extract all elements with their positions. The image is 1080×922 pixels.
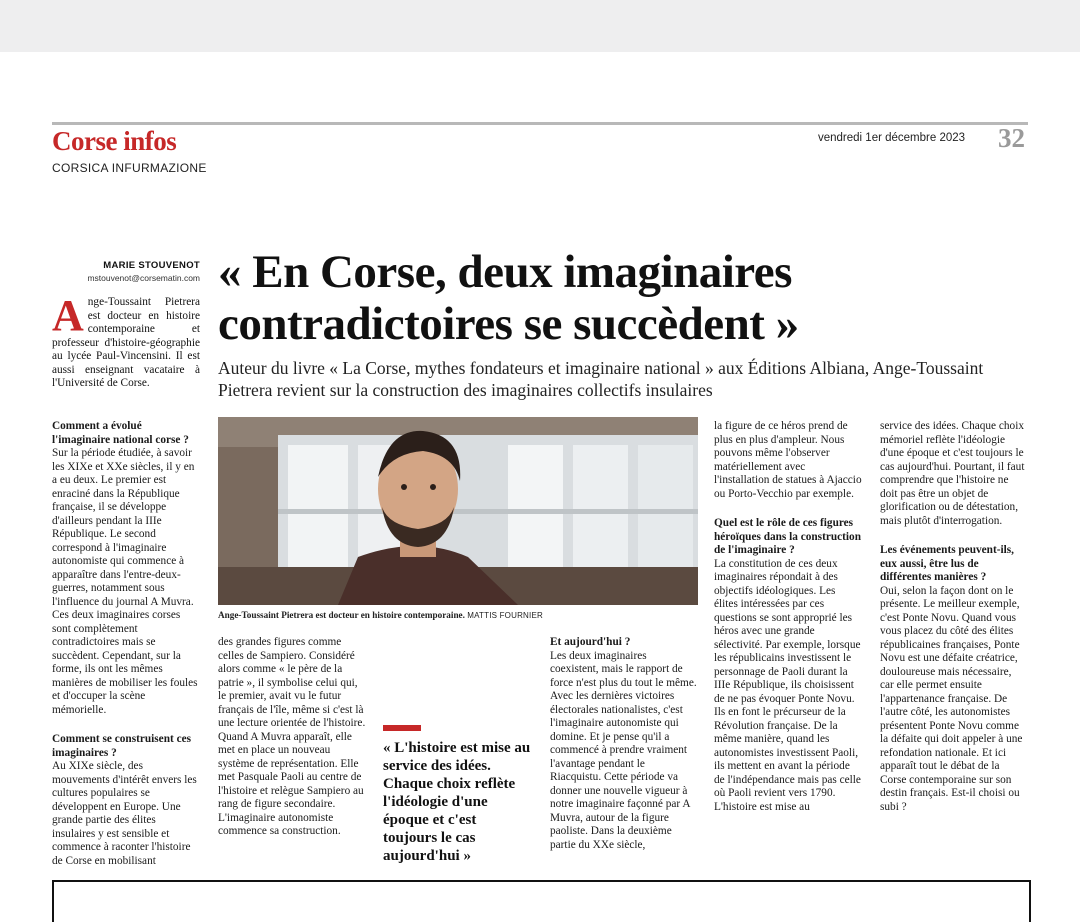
question-5: Les événements peuvent-ils, eux aussi, être lus de différentes manières ? — [880, 544, 1014, 583]
portrait-photo — [218, 417, 698, 605]
section-title: Corse infos — [52, 126, 177, 156]
article-headline: « En Corse, deux imaginaires contradictoires se succèdent » — [218, 246, 799, 350]
answer-4-continued: service des idées. Chaque choix mémoriel reflète l'idéologie d'une époque et c'est toujours le cas aujourd'hui. Pourtant, il faut comprendre que l'histoire ne doit pas être un objet de glorification ou de détestation, mais plutôt d'interrogation. — [880, 420, 1025, 527]
intro-text: nge-Toussaint Pietrera est docteur en histoire contemporaine et professeur d'histoire-géographie au lycée Paul-Vincensini. Il est aussi enseignant vacataire à l'Université de Corse. — [52, 296, 200, 389]
pull-quote-bar — [383, 725, 421, 731]
answer-continued: des grandes figures comme celles de Sampiero. Considéré alors comme « le père de la patrie », il symbolise celui qui, le premier, avait vu le futur français de l'île, même si c'est là une lecture orientée de l'histoire. Quand A Muvra apparaît, elle met en place un nouveau système de représentation. Elle met Pasquale Paoli au centre de l'histoire et relègue Sampiero au rang de figure secondaire. L'imaginaire autonomiste commence sa construction. — [218, 636, 366, 837]
byline-email: mstouvenot@corsematin.com — [87, 273, 200, 283]
answer-5: Oui, selon la façon dont on le présente. Le meilleur exemple, c'est Ponte Novu. Quand vous vous placez du côté des élites républicaines françaises, Ponte Novu est une défaite créatrice, douloureuse mais nécessaire, car elle permet ensuite l'appartenance française. De l'autre côté, les autonomistes présentent Ponte Novu comme la défaite qui doit appeler à une refondation nationale. Et ici apparaît tout le débat de la Corse contemporaine sur son destin français. Est-il choisi ou subi ? — [880, 584, 1023, 813]
question-4: Quel est le rôle de ces figures héroïques dans la construction de l'imaginaire ? — [714, 517, 861, 556]
photo-caption — [218, 610, 698, 620]
answer-3-continued: la figure de ce héros prend de plus en plus d'ampleur. Nous pouvons même l'observer matériellement avec l'installation de statues à Ajaccio ou Porto-Vecchio par exemple. — [714, 420, 862, 500]
viewer-top-bar — [0, 0, 1080, 52]
header-rule — [52, 122, 1028, 125]
issue-date: vendredi 1er décembre 2023 — [818, 132, 966, 144]
column-2 — [218, 636, 366, 839]
byline-author: MARIE STOUVENOT — [103, 260, 200, 271]
column-3 — [550, 636, 698, 852]
answer-2: Au XIXe siècle, des mouvements d'intérêt envers les cultures populaires se développent en Europe. Une grande partie des élites insulaires y est sensible et commence à raconter l'histoire de Corse en mobilisant — [52, 760, 197, 867]
portrait-illustration — [218, 417, 698, 605]
pull-quote: « L'histoire est mise au service des idées. Chaque choix reflète l'idéologie d'une époque et c'est toujours le cas aujourd'hui » — [383, 740, 531, 864]
caption-text: Ange-Toussaint Pietrera est docteur en histoire contemporaine. — [218, 610, 465, 620]
page-number: 32 — [998, 123, 1025, 153]
section-subtitle: CORSICA INFURMAZIONE — [52, 161, 207, 175]
photo-credit: MATTIS FOURNIER — [467, 611, 543, 620]
column-4 — [714, 420, 862, 814]
drop-cap: A — [52, 291, 84, 340]
question-3: Et aujourd'hui ? — [550, 636, 631, 648]
question-1: Comment a évolué l'imaginaire national corse ? — [52, 420, 189, 446]
column-5 — [880, 420, 1028, 814]
next-article-frame — [52, 880, 1031, 922]
answer-3: Les deux imaginaires coexistent, mais le rapport de force n'est plus du tout le même. Avec les dernières victoires électorales nationalistes, c'est l'imaginaire autonomiste qui domine. Et je pense qu'il a commencé à prendre vraiment l'avantage pendant le Riacquistu. Cette période va donner une nouvelle vigueur à notre imaginaire façonné par A Muvra, autour de la figure paoliste. Dans la deuxième partie du XXe siècle, — [550, 649, 697, 851]
question-2: Comment se construisent ces imaginaires ? — [52, 733, 191, 759]
column-1 — [52, 420, 200, 868]
answer-4: La constitution de ces deux imaginaires répondait à des objectifs idéologiques. Les élites intéressées par ces questions se sont approprié les héros avec une grande sélectivité. Par exemple, lorsque les républicains investissent le personnage de Paoli durant la IIIe République, ils choisissent de ne pas évoquer Ponte Novu. Ils en font le précurseur de la Révolution française. De la même manière, quand les autonomistes investissent Paoli, ils mettent en avant la période de l'indépendance mais pas celle où Paoli revient vers 1790. L'histoire est mise au — [714, 557, 861, 813]
intro-paragraph — [52, 291, 200, 391]
article-standfirst: Auteur du livre « La Corse, mythes fondateurs et imaginaire national » aux Éditions Albiana, Ange-Toussaint Pietrera revient sur la construction des imaginaires collectifs insulaires — [218, 358, 984, 400]
answer-1: Sur la période étudiée, à savoir les XIXe et XXe siècles, il y en a eu deux. Le premier est enraciné dans la République française, il se développe d'ailleurs pendant la IIIe République. Le second correspond à l'imaginaire autonomiste qui commence à apparaître dans l'entre-deux-guerres, notamment sous l'influence du journal A Muvra. Ces deux imaginaires corses sont complètement contradictoires mais se succèdent. Cependant, sur la forme, ils ont les mêmes manières de mobiliser les foules et d'occuper la scène mémorielle. — [52, 447, 198, 716]
